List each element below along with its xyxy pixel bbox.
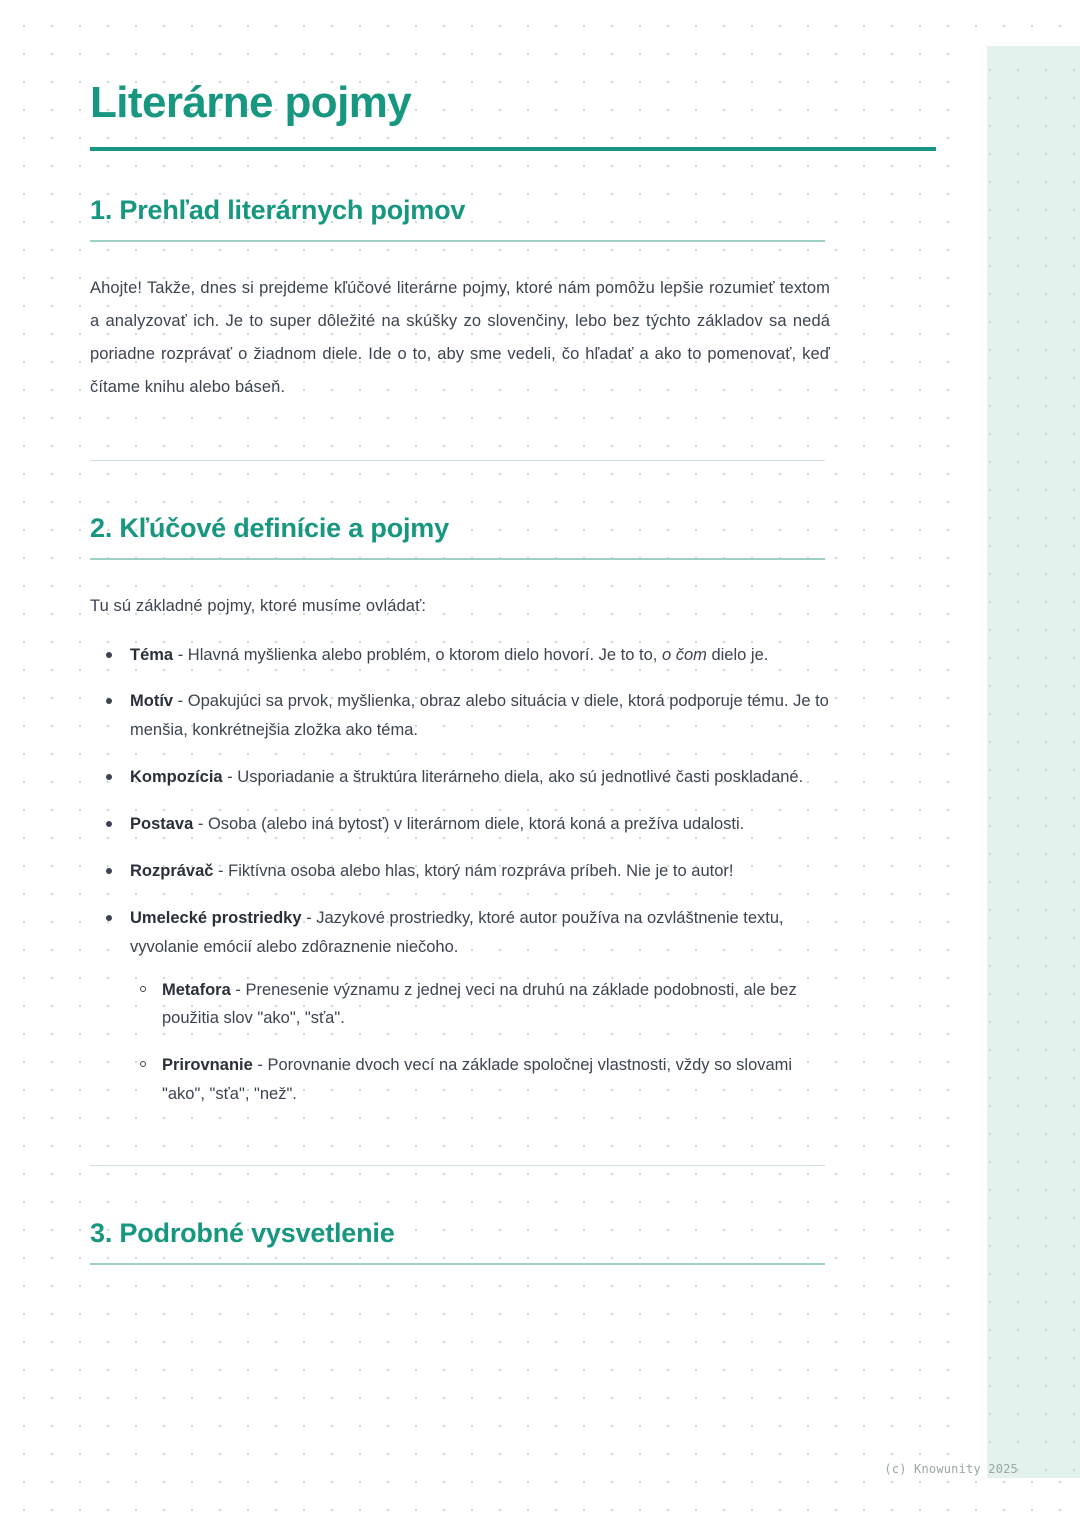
term-label: Umelecké prostriedky xyxy=(130,908,302,927)
list-item xyxy=(130,976,830,1034)
term-definition-part2: dielo je. xyxy=(706,645,769,664)
term-label: Téma xyxy=(130,645,174,664)
term-definition-part1: Hlavná myšlienka alebo problém, o ktorom dielo hovorí. Je to to, xyxy=(187,645,662,664)
term-dash: - xyxy=(173,692,188,711)
section-2-intro: Tu sú základné pojmy, ktoré musíme ovládať: xyxy=(90,596,427,615)
term-definition: Usporiadanie a štruktúra literárneho diela, ako sú jednotlivé časti poskladané. xyxy=(237,768,804,787)
section-rule-3 xyxy=(90,1263,825,1265)
term-label: Kompozícia xyxy=(130,768,223,787)
page-title: Literárne pojmy xyxy=(90,78,412,127)
term-label: Motív xyxy=(130,692,174,711)
term-definition: Fiktívna osoba alebo hlas, ktorý nám rozpráva príbeh. Nie je to autor! xyxy=(228,861,734,880)
term-dash: - xyxy=(301,908,317,927)
term-dash: - xyxy=(222,768,238,787)
section-heading-3: 3. Podrobné vysvetlenie xyxy=(90,1218,395,1249)
section-heading-2: 2. Kľúčové definície a pojmy xyxy=(90,512,449,543)
list-item xyxy=(130,1051,830,1109)
section-rule-2 xyxy=(90,558,825,560)
title-underline xyxy=(90,147,936,151)
term-label: Postava xyxy=(130,815,194,834)
term-definition: Opakujúci sa prvok, myšlienka, obraz alebo situácia v diele, ktorá podporuje tému. Je to menšia, konkrétnejšia zložka ako téma. xyxy=(130,692,829,740)
subterm-definition: Prenesenie významu z jednej veci na druhú na základe podobnosti, ale bez použitia slov "ako", "sťa". xyxy=(162,980,797,1028)
section-rule-1 xyxy=(90,240,825,242)
term-dash: - xyxy=(193,815,208,834)
section-divider-2 xyxy=(90,1165,825,1166)
term-dash: - xyxy=(173,645,188,664)
subterm-label: Prirovnanie xyxy=(162,1056,253,1075)
list-item xyxy=(90,763,830,792)
subterm-dash: - xyxy=(252,1056,268,1075)
term-label: Rozprávač xyxy=(130,861,214,880)
terms-list xyxy=(90,641,830,1110)
footer-credit: (c) Knowunity 2025 xyxy=(884,1462,1018,1476)
document-content xyxy=(90,78,830,1295)
term-definition: Jazykové prostriedky, ktoré autor používa na ozvláštnenie textu, vyvolanie emócií alebo zdôraznenie niečoho. xyxy=(130,908,784,956)
subterms-list xyxy=(130,976,830,1110)
term-dash: - xyxy=(213,861,229,880)
term-emphasis: o čom xyxy=(661,645,707,664)
section-divider-1 xyxy=(90,460,825,461)
subterm-dash: - xyxy=(230,980,246,999)
list-item xyxy=(90,641,830,670)
right-band-gap xyxy=(969,46,987,1478)
term-definition: Osoba (alebo iná bytosť) v literárnom diele, ktorá koná a prežíva udalosti. xyxy=(207,815,745,834)
list-item xyxy=(90,810,830,839)
list-item xyxy=(90,687,830,745)
list-item xyxy=(90,857,830,886)
subterm-definition: Porovnanie dvoch vecí na základe spoločnej vlastnosti, vždy so slovami "ako", "sťa", "než". xyxy=(162,1056,793,1104)
subterm-label: Metafora xyxy=(162,980,231,999)
list-item xyxy=(90,904,830,1109)
section-heading-1: 1. Prehľad literárnych pojmov xyxy=(90,194,466,225)
section-1-paragraph: Ahojte! Takže, dnes si prejdeme kľúčové literárne pojmy, ktoré nám pomôžu lepšie rozumieť textom a analyzovať ich. Je to super dôležité na skúšky zo slovenčiny, lebo bez týchto základov sa nedá poriadne rozprávať o žiadnom diele. Ide o to, aby sme vedeli, čo hľadať a ako to pomenovať, keď čítame knihu alebo báseň. xyxy=(90,278,830,396)
